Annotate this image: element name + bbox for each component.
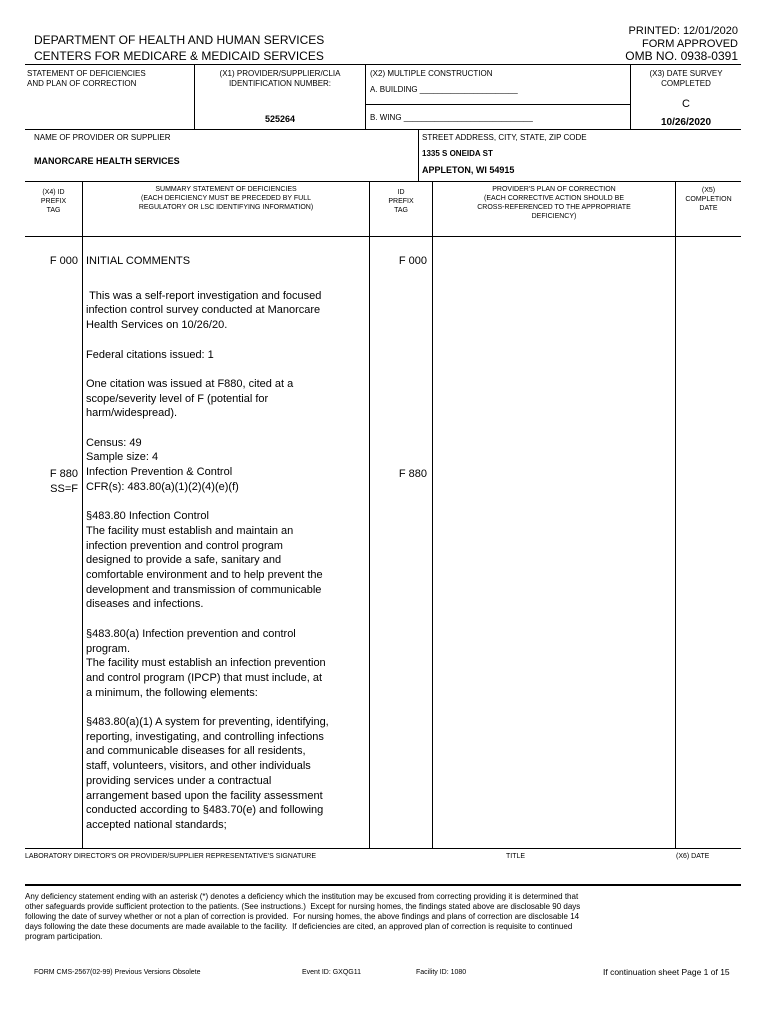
provider-name-label: NAME OF PROVIDER OR SUPPLIER bbox=[34, 133, 171, 142]
form-approved: FORM APPROVED bbox=[642, 37, 738, 50]
city-state-zip: APPLETON, WI 54915 bbox=[422, 165, 515, 175]
body-bottom-rule bbox=[25, 848, 741, 849]
title-label: TITLE bbox=[506, 853, 526, 860]
summary-header-line: (EACH DEFICIENCY MUST BE PRECEDED BY FULL bbox=[141, 195, 311, 202]
omb-number: OMB NO. 0938-0391 bbox=[625, 49, 738, 63]
page-indicator: If continuation sheet Page 1 of 15 bbox=[603, 967, 730, 977]
x4-header-line: (X4) ID bbox=[42, 189, 65, 196]
plan-header-line: DEFICIENCY) bbox=[531, 213, 577, 220]
x4-header-line: TAG bbox=[46, 207, 61, 214]
x5-header bbox=[676, 186, 741, 213]
agency-header bbox=[34, 33, 324, 64]
wing-field: B. WING _____________________________ bbox=[370, 113, 533, 122]
paragraph: One citation was issued at F880, cited at a scope/severity level of F (potential for harm/widespread). bbox=[86, 377, 294, 420]
scope-severity: SS=F bbox=[50, 483, 78, 495]
x4-header-line: PREFIX bbox=[40, 198, 67, 205]
divider bbox=[365, 104, 630, 105]
plan-header-line: (EACH CORRECTIVE ACTION SHOULD BE bbox=[483, 195, 625, 202]
plan-header-line: PROVIDER'S PLAN OF CORRECTION bbox=[492, 186, 616, 193]
signature-label: LABORATORY DIRECTOR'S OR PROVIDER/SUPPLIER REPRESENTATIVE'S SIGNATURE bbox=[25, 853, 317, 860]
disclosure-note: Any deficiency statement ending with an asterisk (*) denotes a deficiency which the institution may be excused from correcting providing it is determined that other safeguards provide sufficient protection to the patients. (See instructions.) Except for nursing homes, the findings stated above are disclosable 90 days following the date of survey whether or not a plan of correction is provided. For nursing homes, the above findings and plans of correction are disclosable 14 days following the date these documents are made available to the facility. If deficiencies are cited, an approved plan of correction is requisite to continued program participation. bbox=[25, 892, 581, 941]
department-name: DEPARTMENT OF HEALTH AND HUMAN SERVICES bbox=[34, 33, 325, 47]
plan-header-line: CROSS-REFERENCED TO THE APPROPRIATE bbox=[477, 204, 631, 211]
summary-header-line: REGULATORY OR LSC IDENTIFYING INFORMATION) bbox=[138, 204, 314, 211]
x1-label-line: IDENTIFICATION NUMBER: bbox=[228, 79, 332, 88]
paragraph: §483.80(a)(1) A system for preventing, identifying, reporting, investigating, and controlling infections and communicable diseases for all residents, staff, volunteers, visitors, and other individuals providing services under a contractual arrangement based upon the facility assessment conducted according to §483.70(e) and following accepted national standards; bbox=[86, 716, 329, 831]
statement-label-line: STATEMENT OF DEFICIENCIES bbox=[27, 69, 146, 78]
x2-label: (X2) MULTIPLE CONSTRUCTION bbox=[370, 69, 493, 78]
signature-rule bbox=[25, 884, 741, 886]
event-id: Event ID: GXQG11 bbox=[302, 969, 362, 976]
summary-content bbox=[86, 254, 366, 847]
survey-date: 10/26/2020 bbox=[660, 117, 712, 128]
building-field: A. BUILDING ______________________ bbox=[370, 85, 518, 94]
facility-id: Facility ID: 1080 bbox=[416, 969, 467, 976]
body-rule bbox=[25, 236, 741, 237]
date-label: (X6) DATE bbox=[676, 853, 710, 860]
summary-header bbox=[83, 185, 369, 212]
survey-code: C bbox=[682, 98, 690, 110]
tag-f880-right: F 880 bbox=[398, 468, 427, 480]
id-header-line: PREFIX bbox=[388, 198, 414, 205]
address-label: STREET ADDRESS, CITY, STATE, ZIP CODE bbox=[422, 133, 587, 142]
id-header bbox=[370, 188, 432, 215]
divider bbox=[675, 181, 676, 848]
printed-date: PRINTED: 12/01/2020 bbox=[628, 25, 738, 37]
divider bbox=[365, 64, 366, 129]
centers-name: CENTERS FOR MEDICARE & MEDICAID SERVICES bbox=[34, 48, 324, 63]
x5-header-line: COMPLETION bbox=[685, 196, 732, 203]
street-address: 1335 S ONEIDA ST bbox=[422, 149, 493, 158]
x5-header-line: DATE bbox=[699, 205, 718, 212]
x5-header-line: (X5) bbox=[701, 187, 716, 194]
provider-name: MANORCARE HEALTH SERVICES bbox=[34, 156, 180, 166]
summary-header-line: SUMMARY STATEMENT OF DEFICIENCIES bbox=[155, 186, 297, 193]
x3-label-line: (X3) DATE SURVEY bbox=[649, 69, 723, 78]
paragraph: This was a self-report investigation and focused infection control survey conducted at Manorcare Health Services on 10/26/20. bbox=[86, 289, 322, 332]
id-header-line: ID bbox=[397, 189, 405, 196]
divider bbox=[194, 64, 195, 129]
divider bbox=[369, 181, 370, 848]
form-status bbox=[625, 25, 738, 63]
statement-label-line: AND PLAN OF CORRECTION bbox=[27, 79, 137, 88]
divider bbox=[418, 129, 419, 181]
paragraph: Census: 49 Sample size: 4 Infection Prevention & Control CFR(s): 483.80(a)(1)(2)(4)(e)(f) bbox=[86, 436, 239, 493]
x3-label-line: COMPLETED bbox=[661, 79, 711, 88]
provider-number: 525264 bbox=[264, 114, 296, 124]
divider bbox=[82, 181, 83, 848]
paragraph: §483.80(a) Infection prevention and control program. The facility must establish an infection prevention and control program (IPCP) that must include, at a minimum, the following elements: bbox=[86, 627, 326, 699]
x1-label-line: (X1) PROVIDER/SUPPLIER/CLIA bbox=[219, 69, 341, 78]
column-header-rule bbox=[25, 181, 741, 182]
id-header-line: TAG bbox=[394, 207, 408, 214]
x4-header bbox=[25, 188, 82, 215]
paragraph: Federal citations issued: 1 bbox=[86, 348, 214, 361]
form-number: FORM CMS-2567(02-99) Previous Versions Obsolete bbox=[34, 969, 201, 976]
x1-label bbox=[196, 69, 364, 89]
tag-f880-left: F 880 bbox=[49, 468, 78, 480]
paragraph: §483.80 Infection Control The facility must establish and maintain an infection prevention and control program designed to provide a safe, sanitary and comfortable environment and to help prevent the development and transmission of communicable diseases and infections. bbox=[86, 510, 323, 611]
top-rule bbox=[25, 64, 741, 65]
divider bbox=[432, 181, 433, 848]
tag-f000-left: F 000 bbox=[49, 255, 78, 267]
provider-rule bbox=[25, 129, 741, 130]
x3-label bbox=[631, 69, 741, 89]
statement-label bbox=[27, 69, 146, 89]
tag-f000-right: F 000 bbox=[398, 255, 427, 267]
initial-comments-heading: INITIAL COMMENTS bbox=[86, 255, 191, 267]
plan-header bbox=[433, 185, 675, 221]
